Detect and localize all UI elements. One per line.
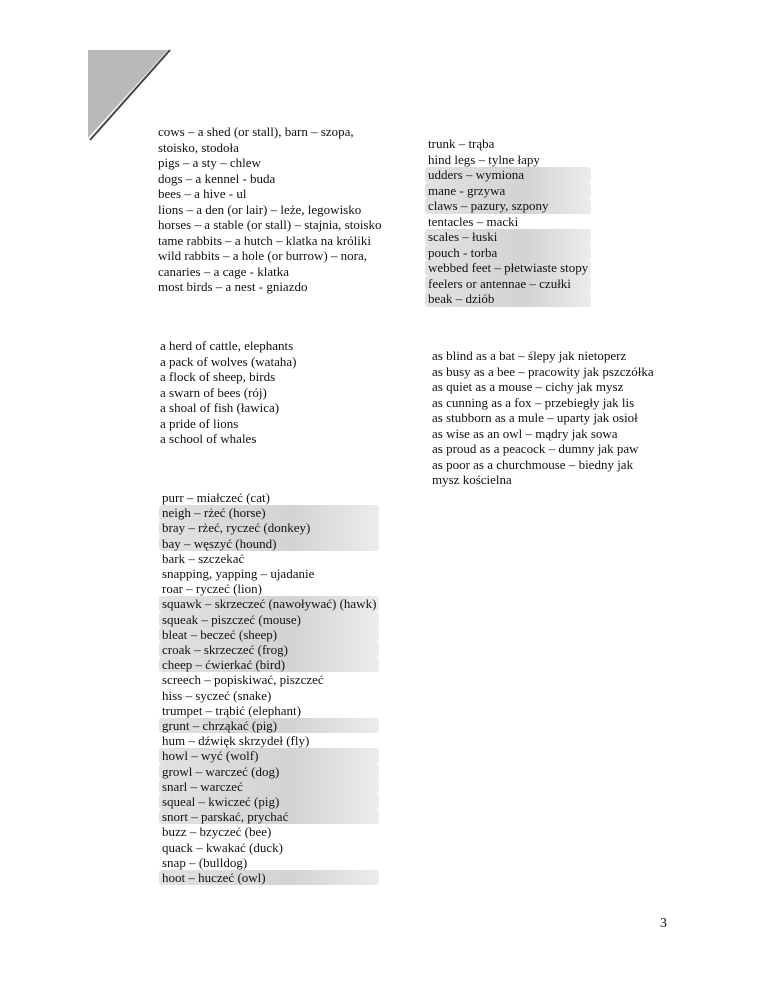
sound-line: screech – popiskiwać, piszczeć [162,672,324,688]
simile-line: as proud as a peacock – dumny jak paw [432,441,639,456]
sound-line: snapping, yapping – ujadanie [162,566,315,582]
sound-line: growl – warczeć (dog) [159,764,379,779]
body-part-line: trunk – trąba [428,136,495,151]
housing-line: stoisko, stodoła [158,139,239,155]
sound-line: hiss – syczeć (snake) [162,687,272,703]
simile-line: as cunning as a fox – przebiegły jak lis [432,394,635,410]
page-number: 3 [660,916,667,931]
simile-line: as blind as a bat – ślepy jak nietoperz [432,348,627,363]
housing-line: dogs – a kennel - buda [158,170,276,186]
body-part-line: tentacles – macki [428,213,519,229]
housing-line: bees – a hive - ul [158,186,247,201]
sound-line: snort – parskać, prychać [159,809,379,824]
sound-line: hum – dźwięk skrzydeł (fly) [162,733,310,749]
animal-groups-list [160,338,299,447]
group-line: a flock of sheep, birds [160,369,276,384]
animal-sounds-list [162,490,379,885]
similes-list [432,348,657,488]
sound-line: trumpet – trąbić (elephant) [162,702,301,718]
housing-line: horses – a stable (or stall) – stajnia, stoisko [158,217,382,232]
sound-line: croak – skrzeczeć (frog) [159,642,379,657]
simile-line: as poor as a churchmouse – biedny jak [432,456,634,472]
sound-line: bleat – beczeć (sheep) [159,627,379,642]
sound-line: snap – (bulldog) [162,854,248,870]
housing-line: lions – a den (or lair) – leże, legowisko [158,201,362,217]
body-part-line: beak – dziób [425,291,591,307]
sound-line: hoot – huczeć (owl) [159,870,379,885]
simile-line: as stubborn as a mule – uparty jak osioł [432,410,638,425]
animal-housing-list [158,124,385,295]
sound-line: howl – wyć (wolf) [159,748,379,763]
housing-line: tame rabbits – a hutch – klatka na króliki [158,232,371,248]
sound-line: neigh – rżeć (horse) [159,505,379,520]
housing-line: cows – a shed (or stall), barn – szopa, [158,124,354,139]
sound-line: bray – rżeć, ryczeć (donkey) [159,520,379,535]
sound-line: snarl – warczeć [159,779,379,794]
body-parts-list [428,136,591,307]
simile-line: mysz kościelna [432,472,512,487]
group-line: a shoal of fish (ławica) [160,400,280,415]
body-part-line: feelers or antennae – czułki [425,276,591,292]
sound-line: bark – szczekać [162,550,245,566]
sound-line: purr – miałczeć (cat) [162,490,270,505]
sound-line: squeal – kwiczeć (pig) [159,794,379,809]
housing-line: wild rabbits – a hole (or burrow) – nora, [158,248,368,263]
sound-line: cheep – ćwierkać (bird) [159,657,379,672]
body-part-line: webbed feet – płetwiaste stopy [425,260,591,276]
body-part-line: udders – wymiona [425,167,591,183]
body-part-line: mane - grzywa [425,183,591,199]
simile-line: as quiet as a mouse – cichy jak mysz [432,379,624,394]
housing-line: most birds – a nest - gniazdo [158,279,308,294]
sound-line: bay – węszyć (hound) [159,536,379,551]
body-part-line: pouch - torba [425,245,591,261]
sound-line: squawk – skrzeczeć (nawoływać) (hawk) [159,596,379,611]
sound-line: buzz – bzyczeć (bee) [162,824,272,840]
sound-line: squeak – piszczeć (mouse) [159,612,379,627]
group-line: a herd of cattle, elephants [160,338,294,353]
body-part-line: claws – pazury, szpony [425,198,591,214]
housing-line: pigs – a sty – chlew [158,155,261,170]
group-line: a pack of wolves (wataha) [160,353,297,369]
sound-line: grunt – chrząkać (pig) [159,718,379,733]
group-line: a school of whales [160,431,257,446]
group-line: a pride of lions [160,415,239,431]
sound-line: roar – ryczeć (lion) [162,581,262,597]
sound-line: quack – kwakać (duck) [162,839,283,855]
housing-line: canaries – a cage - klatka [158,263,290,279]
body-part-line: hind legs – tylne łapy [428,151,540,167]
simile-line: as busy as a bee – pracowity jak pszczółka [432,363,654,379]
body-part-line: scales – łuski [425,229,591,245]
simile-line: as wise as an owl – mądry jak sowa [432,425,618,441]
group-line: a swarn of bees (rój) [160,384,267,400]
